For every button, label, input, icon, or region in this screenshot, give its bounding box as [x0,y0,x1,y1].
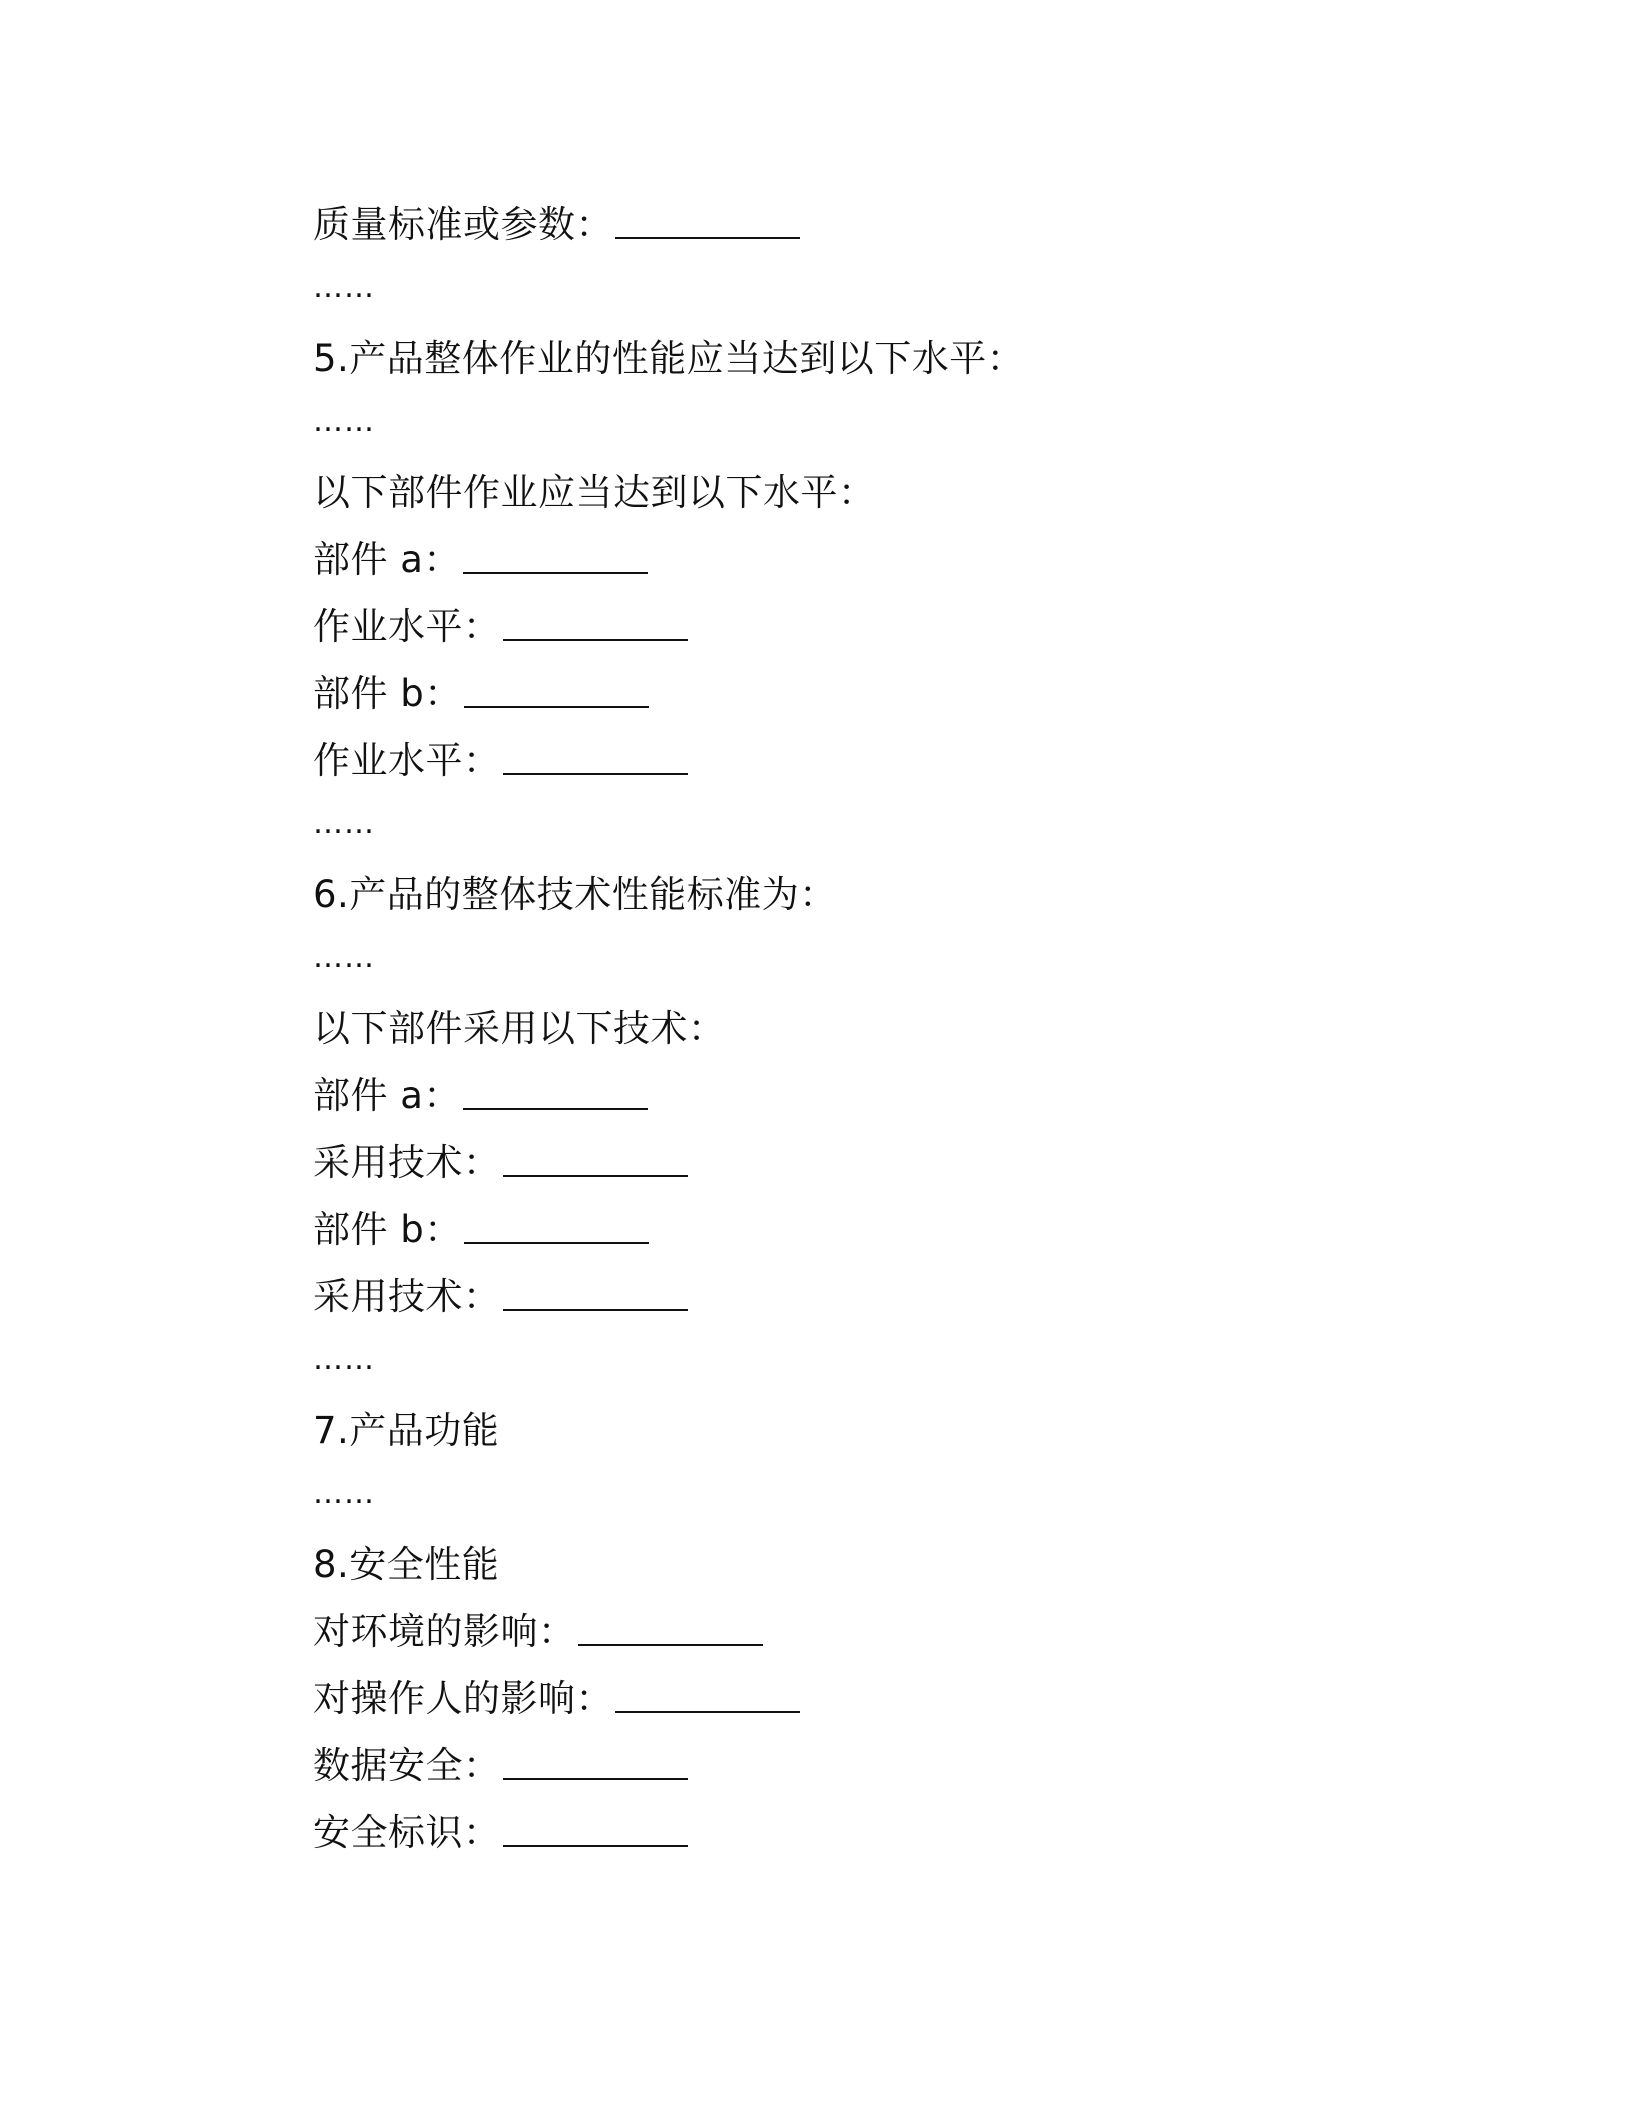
section-7-heading [313,1393,1363,1460]
ellipsis-text: …… [313,806,375,841]
operator-impact-line [313,1661,1363,1728]
fill-in-blank[interactable] [503,1145,688,1177]
technology-used-line [313,1125,1363,1192]
section-heading-text: 5.产品整体作业的性能应当达到以下水平： [313,336,1025,380]
ellipsis-line [313,254,1363,321]
part-a-line [313,522,1363,589]
ellipsis-text: …… [313,404,375,439]
quality-standard-line [313,187,1363,254]
part-b-line [313,656,1363,723]
ellipsis-text: …… [313,1476,375,1511]
section-6-heading [313,857,1363,924]
fill-in-blank[interactable] [503,1748,688,1780]
parts-technology-intro [313,991,1363,1058]
fill-in-blank[interactable] [615,1681,800,1713]
operation-level-line [313,589,1363,656]
fill-in-blank[interactable] [464,1212,649,1244]
fill-in-blank[interactable] [503,1279,688,1311]
ellipsis-text: …… [313,1342,375,1377]
ellipsis-text: …… [313,270,375,305]
line-label: 部件 a： [313,1073,461,1117]
line-label: 采用技术： [313,1140,501,1184]
section-5-heading [313,321,1363,388]
fill-in-blank[interactable] [464,676,649,708]
environment-impact-line [313,1594,1363,1661]
fill-in-blank[interactable] [503,1815,688,1847]
part-a-line [313,1058,1363,1125]
line-label: 作业水平： [313,604,501,648]
ellipsis-line [313,1326,1363,1393]
document-body [313,187,1363,1862]
section-8-heading [313,1527,1363,1594]
fill-in-blank[interactable] [463,542,648,574]
line-label: 对环境的影响： [313,1609,576,1653]
ellipsis-line [313,790,1363,857]
ellipsis-line [313,1460,1363,1527]
ellipsis-text: …… [313,940,375,975]
fill-in-blank[interactable] [615,207,800,239]
technology-used-line [313,1259,1363,1326]
line-label: 质量标准或参数： [313,202,613,246]
line-label: 采用技术： [313,1274,501,1318]
line-label: 安全标识： [313,1810,501,1854]
fill-in-blank[interactable] [503,743,688,775]
fill-in-blank[interactable] [578,1614,763,1646]
ellipsis-line [313,924,1363,991]
fill-in-blank[interactable] [503,609,688,641]
line-label: 以下部件采用以下技术： [313,1006,726,1050]
line-label: 数据安全： [313,1743,501,1787]
line-label: 部件 b： [313,1207,462,1251]
parts-performance-intro [313,455,1363,522]
data-security-line [313,1728,1363,1795]
operation-level-line [313,723,1363,790]
line-label: 作业水平： [313,738,501,782]
line-label: 部件 a： [313,537,461,581]
section-heading-text: 6.产品的整体技术性能标准为： [313,872,837,916]
ellipsis-line [313,388,1363,455]
line-label: 对操作人的影响： [313,1676,613,1720]
part-b-line [313,1192,1363,1259]
fill-in-blank[interactable] [463,1078,648,1110]
line-label: 以下部件作业应当达到以下水平： [313,470,876,514]
safety-label-line [313,1795,1363,1862]
section-heading-text: 8.安全性能 [313,1542,500,1586]
line-label: 部件 b： [313,671,462,715]
section-heading-text: 7.产品功能 [313,1408,500,1452]
